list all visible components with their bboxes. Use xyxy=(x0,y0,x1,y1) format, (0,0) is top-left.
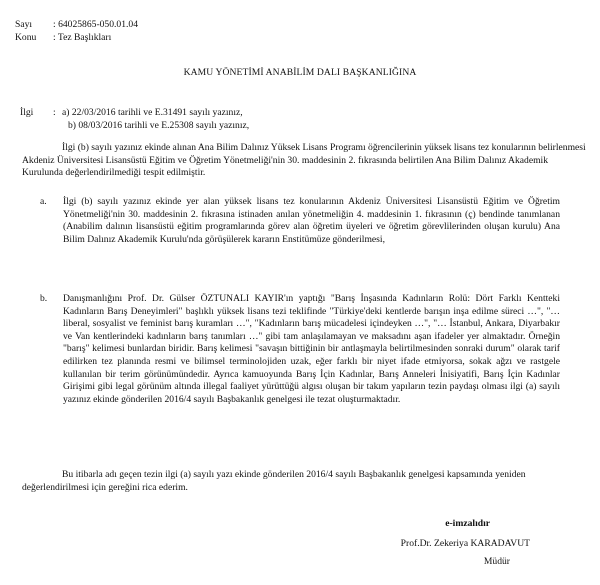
signatory-role: Müdür xyxy=(483,556,510,567)
document-title: KAMU YÖNETİMİ ANABİLİM DALI BAŞKANLIĞINA xyxy=(183,67,417,78)
item-b-text: Danışmanlığını Prof. Dr. Gülser ÖZTUNALI KAYIR'ın yaptığı "Barış İnşasında Kadınların Rolü: Dört Farklı Kentteki Kadınların Barış Deneyimleri" başlıklı yüksek lisans tezi teklifinde "Türkiye'deki kentlerde barışın inşa edilme süreci …", "… liberal, sosyalist ve feminist barış kuramları …", "Kadınların barış mücadelesi içindeyken …", "… İstanbul, Ankara, Diyarbakır ve Van kentlerindeki kadınların barış tanımları …" gibi tam anlaşılamayan ve maksadını aşan ifadeler yer almaktadır. Örneğin "barış" kelimesi bunlardan biridir. Barış kelimesi "savaşın bittiğinin bir antlaşmayla belirtilmesinden sonraki durum" olarak tarif edilirken tez planında resmi ve bilimsel terminolojiden uzak, eğer farklı bir niyet ifade etmiyorsa, sokak ağzı ve rastgele kullanılan bir terim görünümündedir. Ayrıca kamuoyunda Barış İçin Kadınlar, Barış Anneleri İnisiyatifi, Barış İçin Kadınlar Girişimi gibi legal görünüm altında illegal faaliyet yürüttüğü algısı oluşan bir takım yapıların tezin paydaşı olması ilgi (a) sayılı yazınız ekinde gönderilen 2016/4 sayılı Başbakanlık genelgesi ile tezat oluşturmaktadır. xyxy=(63,293,560,405)
sayi-value: : 64025865-050.01.04 xyxy=(53,19,139,30)
item-a-marker: a. xyxy=(40,196,47,207)
intro-paragraph: İlgi (b) sayılı yazınız ekinde alınan Ana Bilim Dalınız Yüksek Lisans Programı öğrencilerinin yüksek lisans tez konularının belirlenmesi Akdeniz Üniversitesi Lisansüstü Eğitim ve Öğretim Yönetmeliği'nin 30. maddesinin 2. fıkrasında belirtilen Ana Bilim Dalınız Akademik Kurulunda değerlendirilmediği tespit edilmiştir. xyxy=(22,142,586,179)
sayi-label: Sayı xyxy=(15,19,33,30)
item-b-marker: b. xyxy=(40,293,48,304)
item-a-text: İlgi (b) sayılı yazınız ekinde yer alan yüksek lisans tez konularının Akdeniz Üniversitesi Lisansüstü Eğitim ve Öğretim Yönetmeliği'nin 30. maddesinin 2. fıkrasına istinaden anılan yönetmeliğin 4. maddesinin 1. fıkrasının (ç) bendinde tanımlanan (Anabilim dalının lisansüstü eğitim programlarında görev alan öğretim üyeleri ve öğretim görevlilerinden oluşan kurulu) Ana Bilim Dalınız Akademik Kurulu'nda görüşülerek kararın Enstitümüze gönderilmesi, xyxy=(63,196,560,245)
konu-label: Konu xyxy=(15,32,37,43)
ilgi-label: İlgi xyxy=(20,107,34,118)
ilgi-colon: : xyxy=(53,107,56,118)
signatory-name: Prof.Dr. Zekeriya KARADAVUT xyxy=(400,538,530,549)
reference-b: b) 08/03/2016 tarihli ve E.25308 sayılı yazınız, xyxy=(68,120,250,131)
reference-a: a) 22/03/2016 tarihli ve E.31491 sayılı yazınız, xyxy=(62,107,243,118)
e-signature-note: e-imzalıdır xyxy=(445,518,490,529)
konu-value: : Tez Başlıkları xyxy=(53,32,112,43)
closing-paragraph: Bu itibarla adı geçen tezin ilgi (a) sayılı yazı ekinde gönderilen 2016/4 sayılı Başbakanlık genelgesi kapsamında yeniden değerlendirilmesi için gereğini rica ederim. xyxy=(22,469,526,493)
